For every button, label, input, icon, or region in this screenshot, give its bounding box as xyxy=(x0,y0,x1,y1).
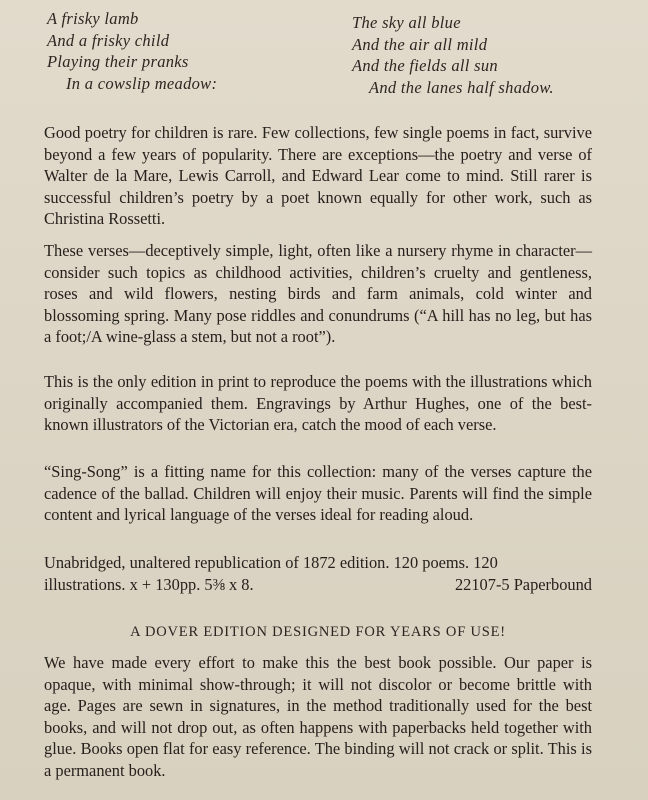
illustrations-paragraph: This is the only edition in print to reproduce the poems with the illustrations which originally accompanied them. Engravings by Arthur Hughes, one of the best-known illustrators of the Victorian era, catch the mood of each verse. xyxy=(44,372,592,434)
poem-line: And the lanes half shadow. xyxy=(369,77,554,97)
poem-line: Playing their pranks xyxy=(47,52,189,71)
poem-line: And the air all mild xyxy=(352,34,488,54)
sing-song-paragraph: “Sing-Song” is a fitting name for this collection: many of the verses capture the cadence of the ballad. Children will enjoy their music. Parents will find the simple content and lyrical language of the verses ideal for reading aloud. xyxy=(44,462,592,524)
poem-line: In a cowslip meadow: xyxy=(66,73,218,93)
publication-specs: illustrations. x + 130pp. 5⅜ x 8. xyxy=(44,574,254,594)
poem-line: A frisky lamb xyxy=(47,9,139,28)
publication-line: Unabridged, unaltered republication of 1872 edition. 120 poems. 120 xyxy=(44,553,498,572)
catalog-number: 22107-5 Paperbound xyxy=(454,574,592,594)
intro-paragraph: Good poetry for children is rare. Few collections, few single poems in fact, survive beyond a few years of popularity. There are exceptions—the poetry and verse of Walter de la Mare, Lewis Carroll, and Edward Lear come to mind. Still rarer is successful children’s poetry by a poet known equally for other work, such as Christina Rossetti. xyxy=(44,123,592,228)
poem-stanza-right xyxy=(352,12,554,98)
publication-details xyxy=(44,552,592,595)
dover-heading: A DOVER EDITION DESIGNED FOR YEARS OF USE! xyxy=(130,624,506,640)
poem-stanza-left xyxy=(47,8,217,94)
poem-line: And a frisky child xyxy=(47,30,170,50)
poem-line: The sky all blue xyxy=(352,13,461,32)
poem-line: And the fields all sun xyxy=(352,56,498,75)
topics-paragraph: These verses—deceptively simple, light, often like a nursery rhyme in character—consider such topics as childhood activities, children’s cruelty and gentleness, roses and wild flowers, nesting birds and farm animals, cold winter and blossoming spring. Many pose riddles and conundrums (“A hill has no leg, but has a foot;/A wine-glass a stem, but not a root”). xyxy=(44,241,592,346)
dover-paragraph: We have made every effort to make this the best book possible. Our paper is opaque, with minimal show-through; it will not discolor or become brittle with age. Pages are sewn in signatures, in the method traditionally used for the best books, and will not drop out, as often happens with paperbacks held together with glue. Books open flat for easy reference. The binding will not crack or split. This is a permanent book. xyxy=(44,653,592,780)
